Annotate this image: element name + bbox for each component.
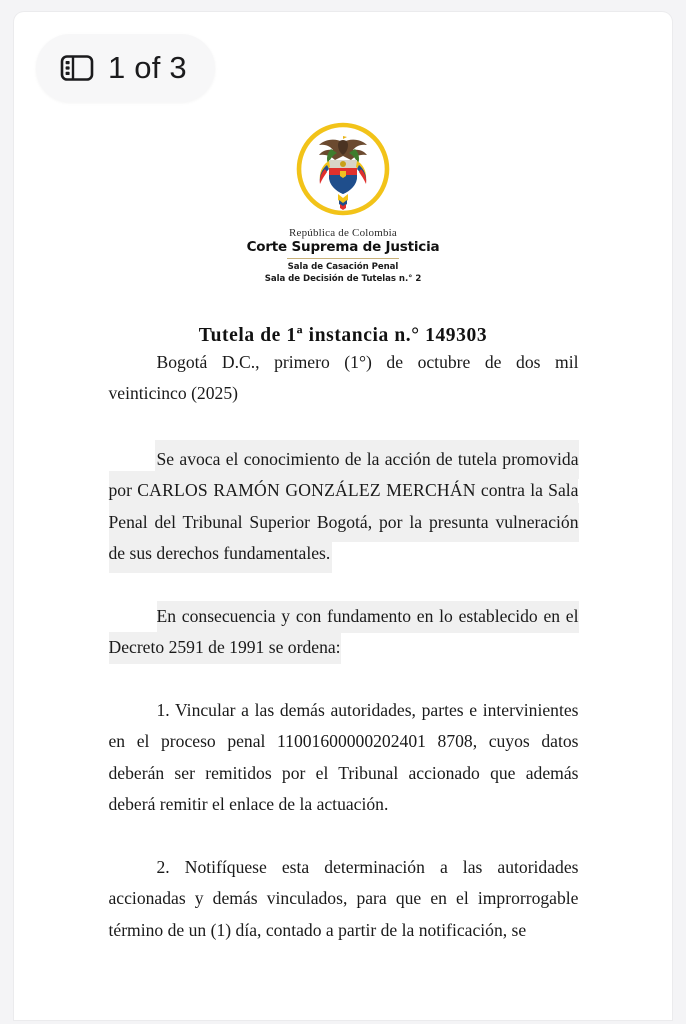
page-indicator-label: 1 of 3 xyxy=(108,50,187,85)
letterhead-country: República de Colombia xyxy=(288,227,398,239)
page-indicator-pill[interactable] xyxy=(36,34,215,102)
paragraph-consecuencia xyxy=(109,601,579,664)
paragraph-avocacion-tail: contra la Sala Penal del Tribunal Superior Bogotá, por la presunta vulneración de sus derechos fundamentales. xyxy=(108,480,579,564)
letterhead-court: Corte Suprema de Justicia xyxy=(246,239,440,256)
paragraph-orden-1: 1. Vincular a las demás autoridades, partes e intervinientes en el proceso penal 11001600000202401 8708, cuyos datos deberán ser remitidos por el Tribunal accionado que además deberá remitir el enlace de la actuación. xyxy=(108,699,579,815)
paragraph-avocacion-lead: Se avoca el conocimiento de la acción de tutela promovida por xyxy=(108,448,579,501)
paragraph-avocacion xyxy=(109,444,579,570)
coat-of-arms-icon xyxy=(294,120,392,218)
letterhead-divider xyxy=(287,258,399,259)
paragraph-orden-2: 2. Notifíquese esta determinación a las autoridades accionadas y demás vinculados, para que en el improrrogable término de un (1) día, contado a partir de la notificación, se xyxy=(108,856,579,940)
party-name: CARLOS RAMÓN GONZÁLEZ MERCHÁN xyxy=(137,480,476,501)
letterhead-chamber-1: Sala de Casación Penal xyxy=(287,262,399,273)
document-body xyxy=(108,347,579,947)
paragraph-consecuencia-text: En consecuencia y con fundamento en lo establecido en el Decreto 2591 de 1991 se ordena: xyxy=(109,601,579,665)
letterhead-chamber-2: Sala de Decisión de Tutelas n.° 2 xyxy=(264,273,422,284)
letterhead-text xyxy=(14,227,672,285)
panel-layout-icon xyxy=(60,54,94,82)
document-title: Tutela de 1ª instancia n.° 149303 xyxy=(198,324,488,346)
paragraph-dateline: Bogotá D.C., primero (1°) de octubre de dos mil veinticinco (2025) xyxy=(108,351,579,404)
document-page[interactable] xyxy=(14,12,672,1020)
